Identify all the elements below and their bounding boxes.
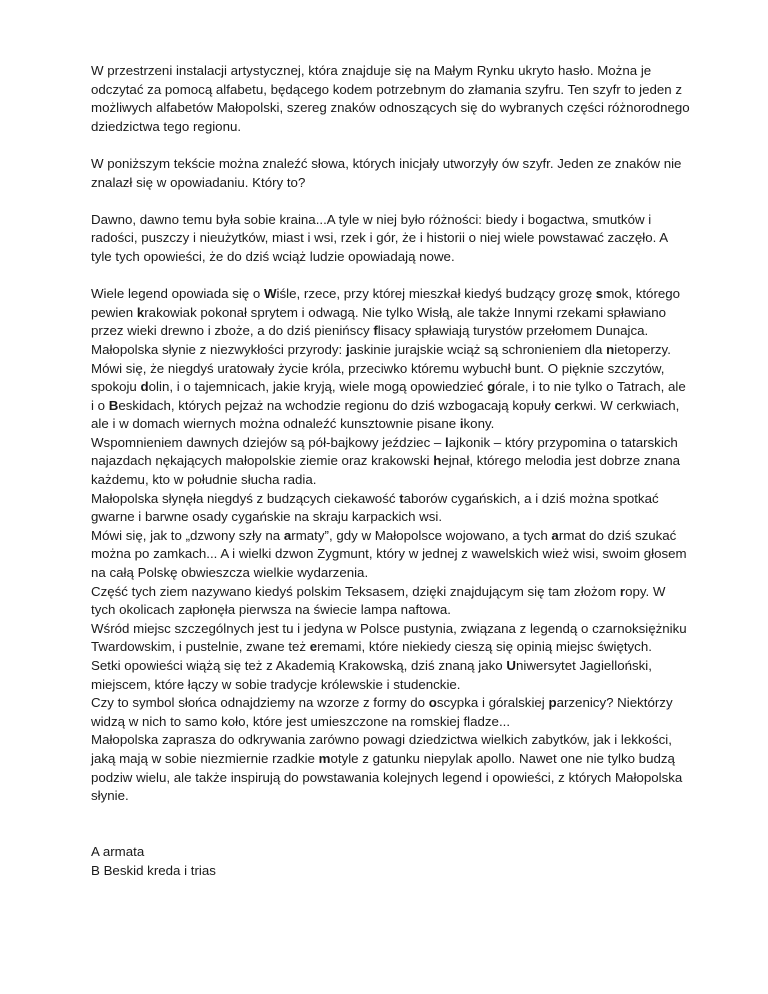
story-paragraph-4: Małopolska słynęła niegdyś z budzących ciekawość taborów cygańskich, a i dziś można spotkać gwarne i barwne osady cygańskie na skraju karpackich wsi. [91, 490, 659, 525]
bold-initial: n [606, 341, 615, 357]
story-paragraph-1: Wiele legend opowiada się o Wiśle, rzece, przy której mieszkał kiedyś budzący grozę smok, którego pewien krakowiak pokonał sprytem i odwagą. Nie tylko Wisłą, ale także Innymi rzekami spławiano przez wieki drewno i zboże, a do dziś pienińscy flisacy spławiają turystów przełomem Dunajca. [91, 286, 681, 339]
story-paragraph-2: Małopolska słynie z niezwykłości przyrody: jaskinie jurajskie wciąż są schronieniem dla nietoperzy. Mówi się, że niegdyś uratowały życie króla, przeciwko któremu wybuchł bunt. O pięknie szczytów, spokoju dolin, i o tajemnicach, jakie kryją, wiele mogą opowiedzieć górale, i to nie tylko o Tatrach, ale i o Beskidach, których pejzaż na wchodzie regionu do dziś wzbogacają kopuły cerkwi. W cerkwiach, ale i w domach wiernych można odnaleźć kunsztownie pisane ikony. [91, 341, 686, 432]
story-paragraph-3: Wspomnieniem dawnych dziejów są pół-bajkowy jeździec – lajkonik – który przypomina o tatarskich najazdach nękających małopolskie ziemie oraz krakowski hejnał, którego melodia jest dobrze znana każdemu, kto w południe słucha radia. [91, 434, 681, 488]
story-paragraph-7: Wśród miejsc szczególnych jest tu i jedyna w Polsce pustynia, związana z legendą o czarnoksiężniku Twardowskim, i pustelnie, zwane też eremami, które niekiedy cieszą się opinią miejsc świętych. [91, 620, 687, 655]
spacer [91, 136, 691, 155]
bold-initial: g [487, 379, 496, 395]
list-item-a: A armata [91, 843, 145, 859]
story-text [91, 285, 691, 806]
bold-initial: s [595, 286, 604, 302]
story-paragraph-8: Setki opowieści wiążą się też z Akademią Krakowską, dziś znaną jako Uniwersytet Jagielloński, miejscem, które łączy w sobie tradycje królewskie i studenckie. [91, 658, 652, 692]
spacer [91, 192, 691, 211]
bold-initial: o [428, 695, 437, 711]
bold-initial: c [554, 397, 562, 413]
bold-initial: a [551, 527, 559, 543]
bold-initial: d [140, 379, 149, 395]
bold-initial: r [619, 583, 626, 599]
bold-initial: e [309, 639, 318, 655]
bold-initial: j [345, 341, 350, 357]
spacer [91, 267, 691, 286]
bold-initial: h [433, 453, 442, 469]
bold-initial: p [548, 695, 557, 711]
intro-paragraph-2: W poniższym tekście można znaleźć słowa, których inicjały utworzyły ów szyfr. Jeden ze znaków nie znalazł się w opowiadaniu. Który to? [91, 155, 682, 190]
story-paragraph-9: Czy to symbol słońca odnajdziemy na wzorze z formy do oscypka i góralskiej parzenicy? Niektórzy widzą w nich to samo koło, które jest umieszczone na romskiej fladze... [91, 695, 673, 729]
bold-initial: l [445, 434, 449, 450]
spacer [91, 806, 691, 843]
bold-initial: f [373, 323, 378, 339]
intro-paragraph-1: W przestrzeni instalacji artystycznej, która znajduje się na Małym Rynku ukryto hasło. Można je odczytać za pomocą alfabetu, będącego kodem potrzebnym do złamania szyfru. Ten szyfr to jeden z możliwych alfabetów Małopolski, szereg znaków odnoszących się do wybranych części różnorodnego dziedzictwa tego regionu. [91, 63, 690, 134]
bold-initial: i [459, 416, 464, 432]
bold-initial: m [318, 750, 331, 766]
bold-initial: B [108, 397, 119, 413]
bold-initial: k [136, 304, 145, 320]
story-paragraph-5: Mówi się, jak to „dzwony szły na armaty”, gdy w Małopolsce wojowano, a tych armat do dziś szukać można po zamkach... A i wielki dzwon Zygmunt, który w jednej z wawelskich wież wisi, swoim głosem na całą Polskę obwieszcza wielkie wydarzenia. [91, 527, 687, 581]
story-paragraph-6: Część tych ziem nazywano kiedyś polskim Teksasem, dzięki znajdującym się tam złożom ropy. W tych okolicach zapłonęła pierwsza na świecie lampa naftowa. [91, 583, 666, 618]
list-item-b: B Beskid kreda i trias [91, 862, 216, 878]
document-page [91, 62, 691, 880]
bold-initial: a [283, 527, 292, 543]
bold-initial: U [506, 658, 516, 673]
bold-initial: t [399, 490, 404, 506]
intro-paragraph-3: Dawno, dawno temu była sobie kraina...A tyle w niej było różności: biedy i bogactwa, smutków i radości, puszczy i nieużytków, miast i wsi, rzek i gór, że i historii o niej wiele powstawać zaczęło. A tyle tych opowieści, że do dziś wciąż ludzie opowiadają nowe. [91, 211, 668, 264]
story-paragraph-10: Małopolska zaprasza do odkrywania zarówno powagi dziedzictwa wielkich zabytków, jak i lekkości, jaką mają w sobie niezmiernie rzadkie motyle z gatunku niepylak apollo. Nawet one nie tylko budzą podziw wielu, ale także inspirują do powstawania kolejnych legend i opowieści, z których Małopolska słynie. [91, 732, 683, 804]
bold-initial: W [263, 286, 277, 302]
